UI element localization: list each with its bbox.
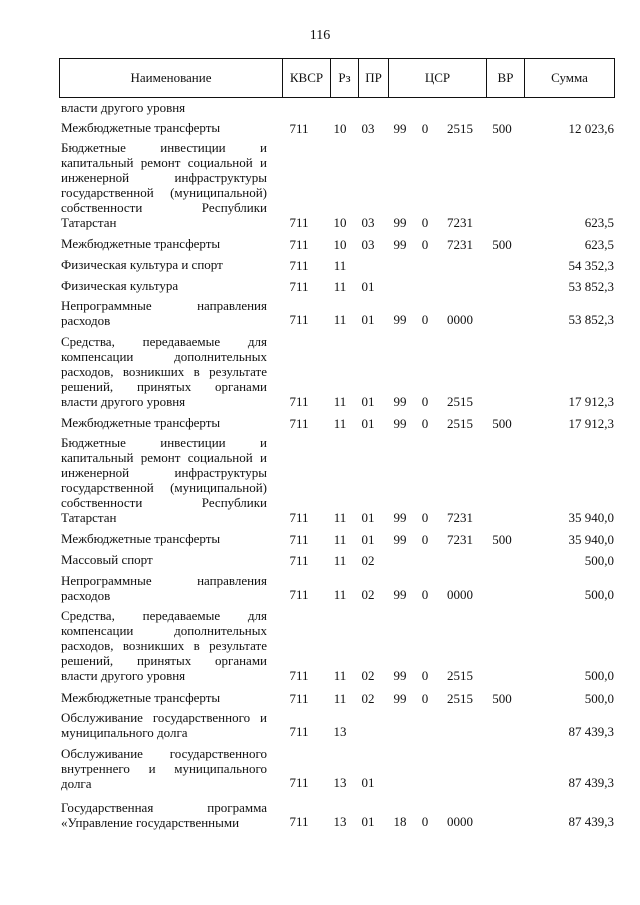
csr-subprogram-cell: 0 <box>421 510 429 525</box>
table-row <box>0 745 640 791</box>
item-name <box>61 710 267 740</box>
table-row <box>0 710 640 740</box>
pr-cell: 01 <box>361 312 375 327</box>
pr-cell: 02 <box>361 691 375 706</box>
sum-cell: 500,0 <box>584 668 614 683</box>
kvsr-cell: 711 <box>289 587 309 602</box>
rz-cell: 10 <box>333 121 347 136</box>
rz-cell: 11 <box>333 312 347 327</box>
sum-cell: 17 912,3 <box>568 416 614 431</box>
table-row <box>0 297 640 328</box>
rz-cell: 13 <box>333 775 347 790</box>
item-name-line: собственности Республики <box>61 199 267 215</box>
kvsr-cell: 711 <box>289 775 309 790</box>
rz-cell: 11 <box>333 510 347 525</box>
vr-cell: 500 <box>492 691 512 706</box>
rz-cell: 11 <box>333 416 347 431</box>
item-name-line: Бюджетные инвестиции и <box>61 139 267 155</box>
pr-cell: 01 <box>361 510 375 525</box>
kvsr-cell: 711 <box>289 691 309 706</box>
item-name-line: капитальный ремонт социальной и <box>61 449 267 465</box>
item-name-line: государственной (муниципальной) <box>61 479 267 495</box>
rz-cell: 10 <box>333 237 347 252</box>
sum-cell: 12 023,6 <box>568 121 614 136</box>
item-name <box>61 800 267 830</box>
item-name-line: собственности Республики <box>61 494 267 510</box>
item-name <box>61 298 267 328</box>
vr-cell: 500 <box>492 416 512 431</box>
rz-cell: 11 <box>333 553 347 568</box>
kvsr-cell: 711 <box>289 724 309 739</box>
sum-cell: 500,0 <box>584 553 614 568</box>
item-name-line: инженерной инфраструктуры <box>61 169 267 185</box>
header-vr: ВР <box>486 59 524 97</box>
item-name-line: инженерной инфраструктуры <box>61 464 267 480</box>
item-name-line: Средства, передаваемые для <box>61 333 267 349</box>
vr-cell: 500 <box>492 237 512 252</box>
csr-direction-cell: 7231 <box>447 215 473 230</box>
item-name <box>61 435 267 525</box>
item-name-line: решений, принятых органами <box>61 652 267 668</box>
csr-subprogram-cell: 0 <box>421 691 429 706</box>
item-name <box>61 100 267 115</box>
pr-cell: 01 <box>361 775 375 790</box>
kvsr-cell: 711 <box>289 394 309 409</box>
csr-direction-cell: 2515 <box>447 416 473 431</box>
item-name-line: Массовый спорт <box>61 551 153 567</box>
csr-program-cell: 99 <box>393 215 407 230</box>
sum-cell: 53 852,3 <box>568 279 614 294</box>
table-row <box>0 800 640 830</box>
item-name-line: Татарстан <box>61 214 117 230</box>
csr-direction-cell: 0000 <box>447 587 473 602</box>
item-name-line: компенсации дополнительных <box>61 622 267 638</box>
item-name <box>61 552 267 567</box>
item-name <box>61 690 267 705</box>
item-name-line: решений, принятых органами <box>61 378 267 394</box>
table-row <box>0 549 640 569</box>
csr-subprogram-cell: 0 <box>421 312 429 327</box>
item-name-line: Обслуживание государственного и <box>61 710 267 725</box>
pr-cell: 03 <box>361 237 375 252</box>
csr-subprogram-cell: 0 <box>421 814 429 829</box>
table-row <box>0 275 640 295</box>
header-pr: ПР <box>358 59 388 97</box>
item-name-line: долга <box>61 775 92 791</box>
item-name-line: Межбюджетные трансферты <box>61 530 221 546</box>
kvsr-cell: 711 <box>289 510 309 525</box>
pr-cell: 02 <box>361 668 375 683</box>
rz-cell: 11 <box>333 394 347 409</box>
item-name-line: «Управление государственными <box>61 815 240 830</box>
csr-program-cell: 99 <box>393 532 407 547</box>
kvsr-cell: 711 <box>289 814 309 829</box>
rz-cell: 11 <box>333 258 347 273</box>
pr-cell: 02 <box>361 553 375 568</box>
sum-cell: 87 439,3 <box>568 814 614 829</box>
item-name <box>61 278 267 293</box>
table-row <box>0 412 640 432</box>
item-name-line: Средства, передаваемые для <box>61 607 267 623</box>
vr-cell: 500 <box>492 532 512 547</box>
sum-cell: 623,5 <box>584 237 614 252</box>
table-row <box>0 528 640 548</box>
csr-program-cell: 99 <box>393 416 407 431</box>
item-name-line: Непрограммные направления <box>61 297 267 313</box>
table-row <box>0 332 640 410</box>
vr-cell: 500 <box>492 121 512 136</box>
sum-cell: 17 912,3 <box>568 394 614 409</box>
pr-cell: 01 <box>361 279 375 294</box>
pr-cell: 03 <box>361 121 375 136</box>
item-name-line: расходов, возникших в результате <box>61 637 267 653</box>
page-number: 116 <box>309 28 331 43</box>
table-row <box>0 138 640 231</box>
item-name-line: Непрограммные направления <box>61 572 267 588</box>
pr-cell: 01 <box>361 416 375 431</box>
kvsr-cell: 711 <box>289 668 309 683</box>
rz-cell: 11 <box>333 668 347 683</box>
item-name <box>61 236 267 251</box>
csr-direction-cell: 0000 <box>447 312 473 327</box>
csr-program-cell: 99 <box>393 668 407 683</box>
csr-program-cell: 99 <box>393 587 407 602</box>
sum-cell: 35 940,0 <box>568 532 614 547</box>
csr-program-cell: 99 <box>393 394 407 409</box>
item-name-line: компенсации дополнительных <box>61 348 267 364</box>
rz-cell: 13 <box>333 724 347 739</box>
item-name <box>61 608 267 683</box>
csr-program-cell: 99 <box>393 510 407 525</box>
csr-subprogram-cell: 0 <box>421 668 429 683</box>
kvsr-cell: 711 <box>289 312 309 327</box>
table-row <box>0 254 640 274</box>
rz-cell: 11 <box>333 691 347 706</box>
sum-cell: 53 852,3 <box>568 312 614 327</box>
kvsr-cell: 711 <box>289 532 309 547</box>
csr-subprogram-cell: 0 <box>421 121 429 136</box>
item-name-line: расходов, возникших в результате <box>61 363 267 379</box>
item-name-line: капитальный ремонт социальной и <box>61 154 267 170</box>
item-name-line: Межбюджетные трансферты <box>61 414 221 430</box>
item-name-line: Межбюджетные трансферты <box>61 119 221 135</box>
item-name <box>61 531 267 546</box>
header-rz: Рз <box>330 59 358 97</box>
item-name <box>61 746 267 791</box>
item-name-line: власти другого уровня <box>61 393 186 409</box>
kvsr-cell: 711 <box>289 121 309 136</box>
item-name-line: муниципального долга <box>61 725 188 740</box>
sum-cell: 54 352,3 <box>568 258 614 273</box>
pr-cell: 01 <box>361 532 375 547</box>
item-name-line: расходов <box>61 312 111 328</box>
csr-subprogram-cell: 0 <box>421 416 429 431</box>
header-name: Наименование <box>130 70 212 85</box>
pr-cell: 01 <box>361 394 375 409</box>
sum-cell: 623,5 <box>584 215 614 230</box>
sum-cell: 500,0 <box>584 587 614 602</box>
item-name <box>61 140 267 230</box>
csr-subprogram-cell: 0 <box>421 215 429 230</box>
csr-direction-cell: 7231 <box>447 237 473 252</box>
item-name-line: Бюджетные инвестиции и <box>61 434 267 450</box>
csr-subprogram-cell: 0 <box>421 237 429 252</box>
kvsr-cell: 711 <box>289 237 309 252</box>
item-name-line: Физическая культура и спорт <box>61 256 223 272</box>
csr-direction-cell: 2515 <box>447 121 473 136</box>
header-kvsr: КВСР <box>282 59 330 97</box>
rz-cell: 11 <box>333 279 347 294</box>
item-name-line: государственной (муниципальной) <box>61 184 267 200</box>
kvsr-cell: 711 <box>289 416 309 431</box>
rz-cell: 13 <box>333 814 347 829</box>
item-name <box>61 573 267 603</box>
item-name <box>61 334 267 409</box>
item-name-line: Татарстан <box>61 509 117 525</box>
sum-cell: 35 940,0 <box>568 510 614 525</box>
csr-program-cell: 99 <box>393 691 407 706</box>
rz-cell: 11 <box>333 532 347 547</box>
kvsr-cell: 711 <box>289 279 309 294</box>
csr-direction-cell: 7231 <box>447 510 473 525</box>
header-sum: Сумма <box>524 59 614 97</box>
table-row <box>0 572 640 603</box>
csr-subprogram-cell: 0 <box>421 587 429 602</box>
table-row <box>0 687 640 707</box>
table-row <box>0 433 640 526</box>
csr-subprogram-cell: 0 <box>421 394 429 409</box>
item-name-line: Государственная программа <box>61 800 267 815</box>
kvsr-cell: 711 <box>289 215 309 230</box>
rz-cell: 11 <box>333 587 347 602</box>
item-name <box>61 120 267 135</box>
kvsr-cell: 711 <box>289 553 309 568</box>
item-name-line: власти другого уровня <box>61 667 186 683</box>
table-row <box>0 117 640 137</box>
csr-direction-cell: 0000 <box>447 814 473 829</box>
item-name-line: Физическая культура <box>61 277 179 293</box>
item-name <box>61 257 267 272</box>
csr-subprogram-cell: 0 <box>421 532 429 547</box>
item-name-line: расходов <box>61 587 111 603</box>
csr-program-cell: 18 <box>393 814 407 829</box>
rz-cell: 10 <box>333 215 347 230</box>
csr-program-cell: 99 <box>393 312 407 327</box>
sum-cell: 500,0 <box>584 691 614 706</box>
sum-cell: 87 439,3 <box>568 724 614 739</box>
pr-cell: 01 <box>361 814 375 829</box>
csr-program-cell: 99 <box>393 237 407 252</box>
csr-direction-cell: 7231 <box>447 532 473 547</box>
item-name-line: Обслуживание государственного <box>61 745 267 761</box>
sum-cell: 87 439,3 <box>568 775 614 790</box>
csr-direction-cell: 2515 <box>447 668 473 683</box>
pr-cell: 03 <box>361 215 375 230</box>
kvsr-cell: 711 <box>289 258 309 273</box>
pr-cell: 02 <box>361 587 375 602</box>
csr-direction-cell: 2515 <box>447 691 473 706</box>
item-name <box>61 415 267 430</box>
csr-direction-cell: 2515 <box>447 394 473 409</box>
table-header <box>59 58 615 98</box>
item-name-line: власти другого уровня <box>61 99 186 115</box>
table-row <box>0 233 640 253</box>
item-name-line: внутреннего и муниципального <box>61 760 267 776</box>
table-row <box>0 98 640 116</box>
table-row <box>0 606 640 684</box>
csr-program-cell: 99 <box>393 121 407 136</box>
item-name-line: Межбюджетные трансферты <box>61 235 221 251</box>
header-csr: ЦСР <box>388 59 486 97</box>
item-name-line: Межбюджетные трансферты <box>61 689 221 705</box>
